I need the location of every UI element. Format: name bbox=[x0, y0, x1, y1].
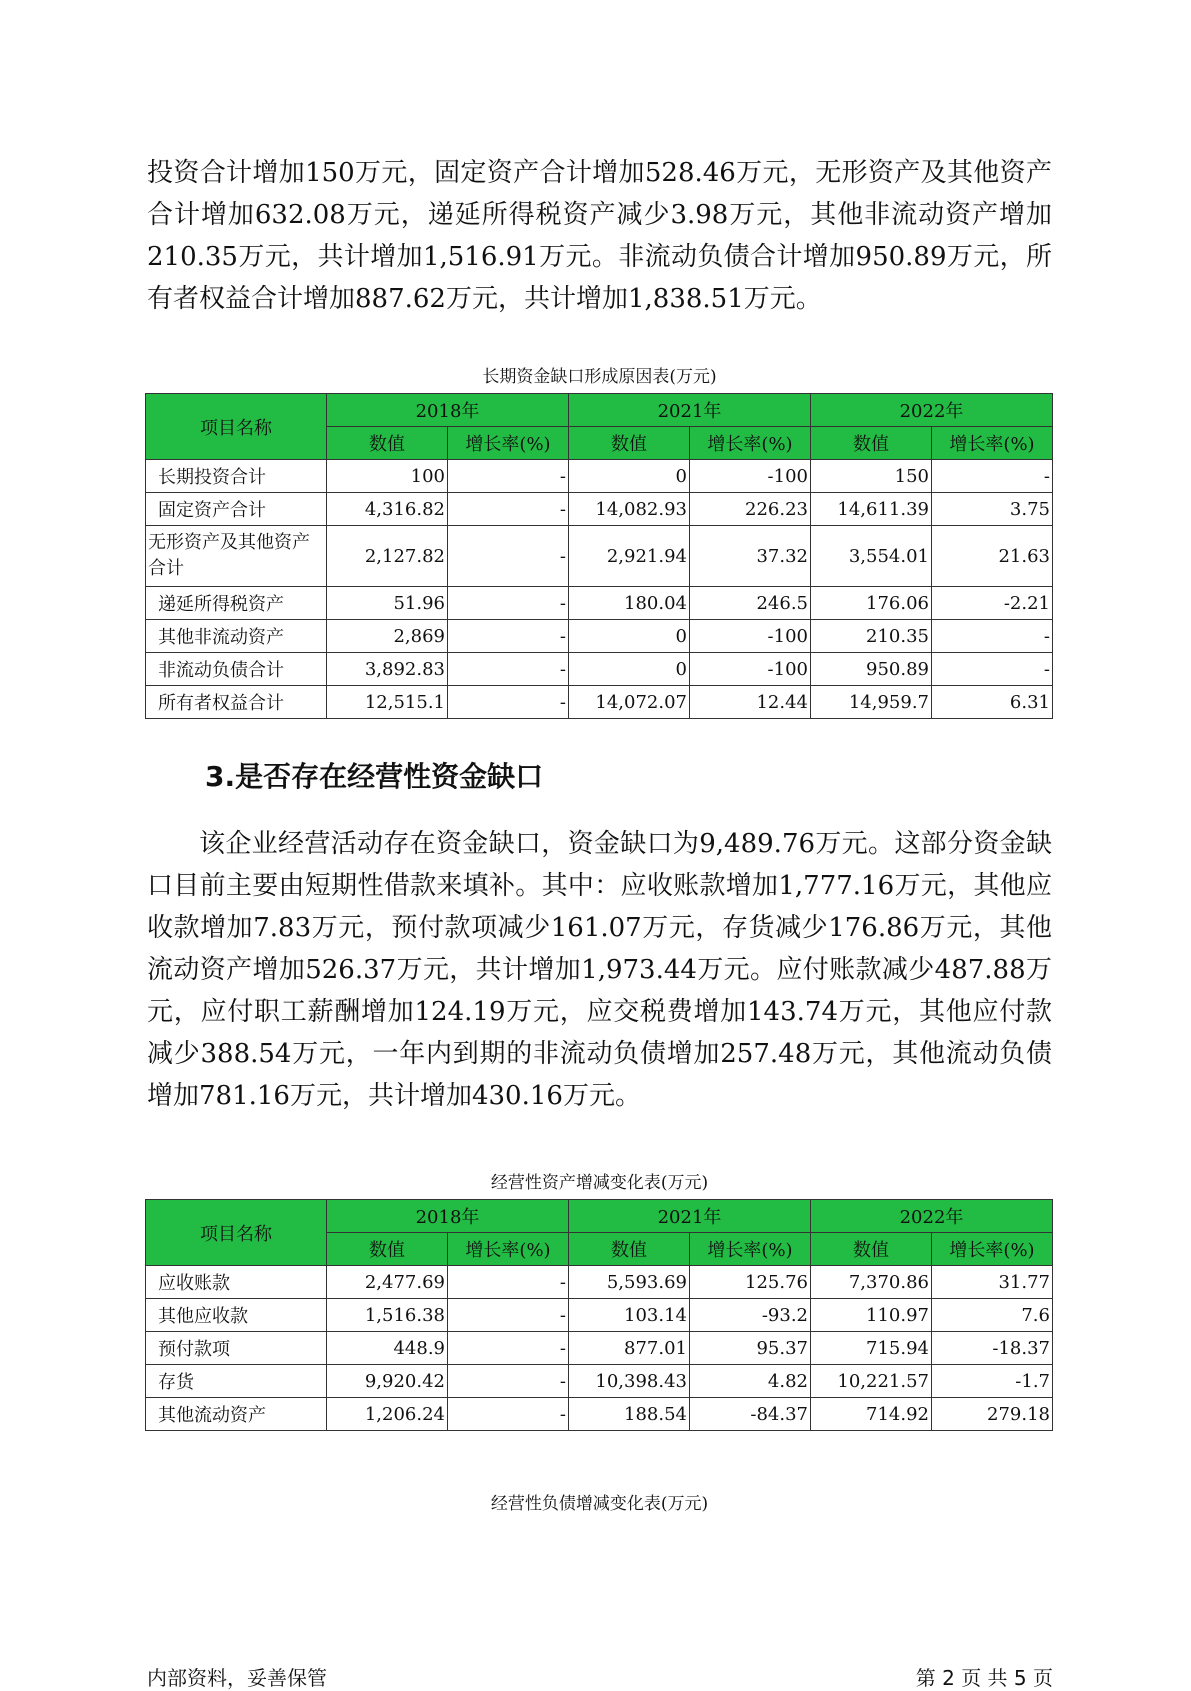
header-year-2018: 2018年 bbox=[327, 1200, 569, 1233]
value-cell-2018: 12,515.1 bbox=[327, 686, 448, 719]
long-term-funding-gap-table bbox=[145, 393, 1053, 719]
header-value: 数值 bbox=[811, 1233, 932, 1266]
rate-cell-2021: 95.37 bbox=[690, 1332, 811, 1365]
header-year-2022: 2022年 bbox=[811, 394, 1053, 427]
table-row bbox=[146, 493, 1053, 526]
value-cell-2022: 7,370.86 bbox=[811, 1266, 932, 1299]
rate-cell-2021: -100 bbox=[690, 460, 811, 493]
rate-cell-2018: - bbox=[448, 460, 569, 493]
header-rate: 增长率(%) bbox=[448, 427, 569, 460]
value-cell-2021: 180.04 bbox=[569, 587, 690, 620]
rate-cell-2022: 6.31 bbox=[932, 686, 1053, 719]
value-cell-2018: 1,206.24 bbox=[327, 1398, 448, 1431]
rate-cell-2018: - bbox=[448, 587, 569, 620]
value-cell-2022: 14,611.39 bbox=[811, 493, 932, 526]
rate-cell-2021: 226.23 bbox=[690, 493, 811, 526]
value-cell-2018: 2,127.82 bbox=[327, 526, 448, 587]
header-value: 数值 bbox=[327, 427, 448, 460]
rate-cell-2018: - bbox=[448, 493, 569, 526]
table-row bbox=[146, 1266, 1053, 1299]
header-rate: 增长率(%) bbox=[932, 1233, 1053, 1266]
header-rate: 增长率(%) bbox=[448, 1233, 569, 1266]
row-item-name: 应收账款 bbox=[146, 1266, 327, 1299]
header-value: 数值 bbox=[327, 1233, 448, 1266]
rate-cell-2018: - bbox=[448, 1266, 569, 1299]
table-row bbox=[146, 1299, 1053, 1332]
value-cell-2022: 210.35 bbox=[811, 620, 932, 653]
rate-cell-2021: 12.44 bbox=[690, 686, 811, 719]
rate-cell-2022: 3.75 bbox=[932, 493, 1053, 526]
rate-cell-2018: - bbox=[448, 686, 569, 719]
value-cell-2021: 877.01 bbox=[569, 1332, 690, 1365]
value-cell-2018: 3,892.83 bbox=[327, 653, 448, 686]
table3-caption: 经营性负债增减变化表(万元) bbox=[490, 1494, 709, 1514]
value-cell-2021: 2,921.94 bbox=[569, 526, 690, 587]
value-cell-2022: 14,959.7 bbox=[811, 686, 932, 719]
rate-cell-2018: - bbox=[448, 1365, 569, 1398]
header-rate: 增长率(%) bbox=[690, 1233, 811, 1266]
header-value: 数值 bbox=[569, 427, 690, 460]
value-cell-2021: 10,398.43 bbox=[569, 1365, 690, 1398]
header-rate: 增长率(%) bbox=[932, 427, 1053, 460]
header-year-2022: 2022年 bbox=[811, 1200, 1053, 1233]
rate-cell-2021: 125.76 bbox=[690, 1266, 811, 1299]
rate-cell-2018: - bbox=[448, 1299, 569, 1332]
rate-cell-2018: - bbox=[448, 1332, 569, 1365]
value-cell-2018: 448.9 bbox=[327, 1332, 448, 1365]
rate-cell-2021: -93.2 bbox=[690, 1299, 811, 1332]
rate-cell-2022: -2.21 bbox=[932, 587, 1053, 620]
value-cell-2022: 176.06 bbox=[811, 587, 932, 620]
value-cell-2022: 10,221.57 bbox=[811, 1365, 932, 1398]
row-item-name: 递延所得税资产 bbox=[146, 587, 327, 620]
row-item-name: 所有者权益合计 bbox=[146, 686, 327, 719]
rate-cell-2021: -100 bbox=[690, 620, 811, 653]
value-cell-2018: 2,477.69 bbox=[327, 1266, 448, 1299]
header-item-name: 项目名称 bbox=[146, 394, 327, 460]
value-cell-2018: 100 bbox=[327, 460, 448, 493]
table-row bbox=[146, 1398, 1053, 1431]
paragraph-continuation: 投资合计增加150万元，固定资产合计增加528.46万元，无形资产及其他资产合计增加632.08万元，递延所得税资产减少3.98万元，其他非流动资产增加210.35万元，共计增加1,516.91万元。非流动负债合计增加950.89万元，所有者权益合计增加887.62万元，共计增加1,838.51万元。 bbox=[147, 158, 1052, 314]
table-row bbox=[146, 526, 1053, 587]
value-cell-2018: 1,516.38 bbox=[327, 1299, 448, 1332]
table-row bbox=[146, 1332, 1053, 1365]
row-item-name: 存货 bbox=[146, 1365, 327, 1398]
row-item-name: 其他应收款 bbox=[146, 1299, 327, 1332]
value-cell-2018: 9,920.42 bbox=[327, 1365, 448, 1398]
value-cell-2018: 4,316.82 bbox=[327, 493, 448, 526]
row-item-name: 其他流动资产 bbox=[146, 1398, 327, 1431]
header-value: 数值 bbox=[811, 427, 932, 460]
header-year-2021: 2021年 bbox=[569, 1200, 811, 1233]
value-cell-2022: 3,554.01 bbox=[811, 526, 932, 587]
footer-page-number: 第 2 页 共 5 页 bbox=[915, 1666, 1053, 1690]
rate-cell-2022: 279.18 bbox=[932, 1398, 1053, 1431]
row-item-name: 固定资产合计 bbox=[146, 493, 327, 526]
rate-cell-2021: 37.32 bbox=[690, 526, 811, 587]
rate-cell-2022: - bbox=[932, 620, 1053, 653]
row-item-name: 其他非流动资产 bbox=[146, 620, 327, 653]
rate-cell-2022: 21.63 bbox=[932, 526, 1053, 587]
rate-cell-2022: - bbox=[932, 653, 1053, 686]
value-cell-2021: 0 bbox=[569, 653, 690, 686]
value-cell-2018: 51.96 bbox=[327, 587, 448, 620]
row-item-name: 预付款项 bbox=[146, 1332, 327, 1365]
value-cell-2022: 150 bbox=[811, 460, 932, 493]
rate-cell-2021: -84.37 bbox=[690, 1398, 811, 1431]
rate-cell-2022: - bbox=[932, 460, 1053, 493]
rate-cell-2022: -18.37 bbox=[932, 1332, 1053, 1365]
value-cell-2022: 714.92 bbox=[811, 1398, 932, 1431]
value-cell-2021: 188.54 bbox=[569, 1398, 690, 1431]
rate-cell-2022: 31.77 bbox=[932, 1266, 1053, 1299]
rate-cell-2018: - bbox=[448, 1398, 569, 1431]
table-row bbox=[146, 587, 1053, 620]
table1-caption: 长期资金缺口形成原因表(万元) bbox=[482, 367, 717, 387]
table-row bbox=[146, 460, 1053, 493]
row-item-name: 无形资产及其他资产合计 bbox=[146, 526, 327, 587]
table-row bbox=[146, 686, 1053, 719]
value-cell-2022: 110.97 bbox=[811, 1299, 932, 1332]
header-year-2021: 2021年 bbox=[569, 394, 811, 427]
rate-cell-2022: -1.7 bbox=[932, 1365, 1053, 1398]
value-cell-2022: 715.94 bbox=[811, 1332, 932, 1365]
value-cell-2021: 14,082.93 bbox=[569, 493, 690, 526]
header-item-name: 项目名称 bbox=[146, 1200, 327, 1266]
section-3-title: 3.是否存在经营性资金缺口 bbox=[205, 760, 544, 793]
value-cell-2021: 14,072.07 bbox=[569, 686, 690, 719]
paragraph-operating-gap: 该企业经营活动存在资金缺口，资金缺口为9,489.76万元。这部分资金缺口目前主要由短期性借款来填补。其中：应收账款增加1,777.16万元，其他应收款增加7.83万元，预付款项减少161.07万元，存货减少176.86万元，其他流动资产增加526.37万元，共计增加1,973.44万元。应付账款减少487.88万元，应付职工薪酬增加124.19万元，应交税费增加143.74万元，其他应付款减少388.54万元，一年内到期的非流动负债增加257.48万元，其他流动负债增加781.16万元，共计增加430.16万元。 bbox=[147, 829, 1052, 1111]
header-year-2018: 2018年 bbox=[327, 394, 569, 427]
footer-confidential-note: 内部资料，妥善保管 bbox=[147, 1666, 327, 1690]
value-cell-2021: 0 bbox=[569, 620, 690, 653]
operating-assets-change-table bbox=[145, 1199, 1053, 1431]
table2-caption: 经营性资产增减变化表(万元) bbox=[490, 1173, 709, 1193]
rate-cell-2021: 4.82 bbox=[690, 1365, 811, 1398]
value-cell-2021: 5,593.69 bbox=[569, 1266, 690, 1299]
table-row bbox=[146, 1365, 1053, 1398]
rate-cell-2021: -100 bbox=[690, 653, 811, 686]
table-row bbox=[146, 653, 1053, 686]
value-cell-2022: 950.89 bbox=[811, 653, 932, 686]
rate-cell-2018: - bbox=[448, 526, 569, 587]
header-rate: 增长率(%) bbox=[690, 427, 811, 460]
rate-cell-2021: 246.5 bbox=[690, 587, 811, 620]
header-value: 数值 bbox=[569, 1233, 690, 1266]
rate-cell-2022: 7.6 bbox=[932, 1299, 1053, 1332]
value-cell-2021: 103.14 bbox=[569, 1299, 690, 1332]
value-cell-2021: 0 bbox=[569, 460, 690, 493]
rate-cell-2018: - bbox=[448, 620, 569, 653]
rate-cell-2018: - bbox=[448, 653, 569, 686]
row-item-name: 非流动负债合计 bbox=[146, 653, 327, 686]
table-row bbox=[146, 620, 1053, 653]
value-cell-2018: 2,869 bbox=[327, 620, 448, 653]
row-item-name: 长期投资合计 bbox=[146, 460, 327, 493]
